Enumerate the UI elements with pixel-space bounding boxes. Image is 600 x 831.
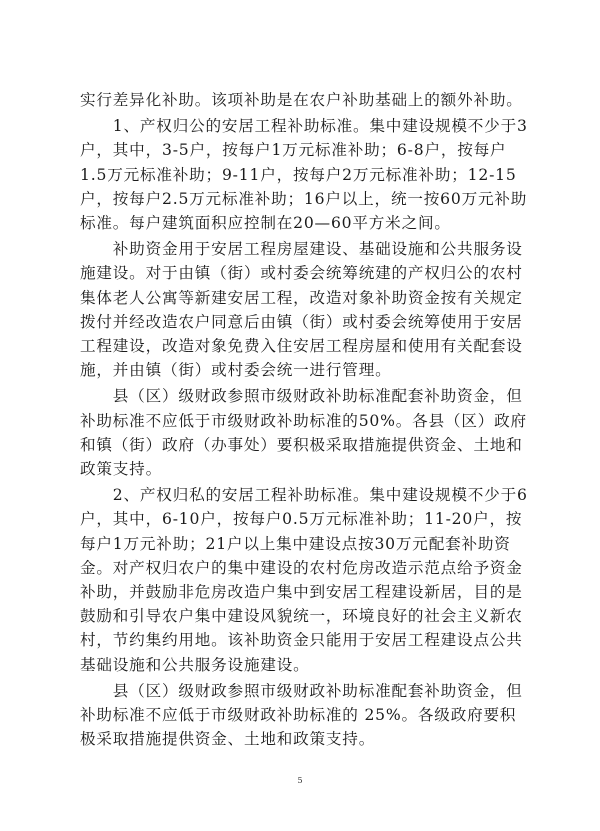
paragraph-continuation: 实行差异化补助。该项补助是在农户补助基础上的额外补助。 xyxy=(80,91,523,109)
paragraph-public-housing-standard: 1、产权归公的安居工程补助标准。集中建设规模不少于3户，其中，3-5户，按每户1万元标准补助；6-8户，按每户1.5万元标准补助；9-11户，按每户2万元标准补助；12-15户，按每户2.5万元标准补助；16户以上，统一按60万元补助标准。每户建筑面积应控制在20—60平方米之间。 xyxy=(80,117,528,233)
paragraph-private-housing-standard: 2、产权归私的安居工程补助标准。集中建设规模不少于6户，其中，6-10户，按每户0.5万元标准补助；11-20户，按每户1万元补助；21户以上集中建设点按30万元配套补助资金。对产权归农户的集中建设的农村危房改造示范点给予资金补助，并鼓励非危房改造户集中到安居工程建设新居，目的是鼓励和引导农户集中建设风貌统一，环境良好的社会主义新农村，节约集约用地。该补助资金只能用于安居工程建设点公共基础设施和公共服务设施建设。 xyxy=(80,486,528,674)
body-text xyxy=(80,88,530,751)
paragraph-county-matching-50: 县（区）级财政参照市级财政补助标准配套补助资金，但补助标准不应低于市级财政补助标准的50%。各县（区）政府和镇（街）政府（办事处）要积极采取措施提供资金、土地和政策支持。 xyxy=(80,387,527,479)
paragraph-county-matching-25: 县（区）级财政参照市级财政补助标准配套补助资金，但补助标准不应低于市级财政补助标准的 25%。各级政府要积极采取措施提供资金、土地和政策支持。 xyxy=(80,681,523,749)
paragraph-fund-usage: 补助资金用于安居工程房屋建设、基础设施和公共服务设施建设。对于由镇（街）或村委会统筹统建的产权归公的农村集体老人公寓等新建安居工程，改造对象补助资金按有关规定拨付并经改造农户同意后由镇（街）或村委会统筹使用于安居工程建设，改造对象免费入住安居工程房屋和使用有关配套设施，并由镇（街）或村委会统一进行管理。 xyxy=(80,240,523,380)
page-number: 5 xyxy=(297,776,303,785)
